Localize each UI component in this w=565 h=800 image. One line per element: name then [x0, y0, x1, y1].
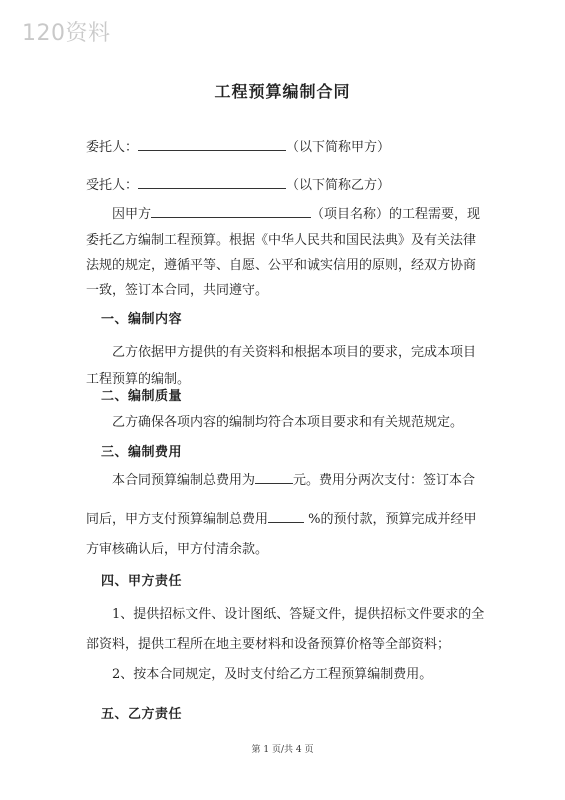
client-blank[interactable]	[138, 138, 286, 151]
client-label: 委托人：	[86, 140, 139, 155]
section-3-line-2	[86, 508, 477, 527]
section-3-line-1	[112, 469, 475, 488]
intro-text-a: 因甲方	[112, 207, 152, 222]
project-name-blank[interactable]	[151, 205, 311, 218]
prepay-percent-blank[interactable]	[268, 510, 304, 523]
section-3-heading: 三、编制费用	[101, 445, 183, 460]
section-1-line-2: 工程预算的编制。	[86, 372, 191, 387]
intro-line-2: 委托乙方编制工程预算。根据《中华人民共和国民法典》及有关法律	[86, 233, 477, 248]
fee-text-b: 元。费用分两次支付：签订本合	[293, 473, 476, 488]
section-2-line-1: 乙方确保各项内容的编制均符合本项目要求和有关规范规定。	[112, 415, 464, 430]
intro-line-1	[112, 203, 480, 222]
section-2-heading: 二、编制质量	[101, 389, 183, 404]
client-line	[86, 136, 390, 155]
section-5-heading: 五、乙方责任	[101, 707, 183, 722]
contractor-line	[86, 174, 390, 193]
fee-text-a: 本合同预算编制总费用为	[112, 473, 256, 488]
section-4-line-3: 2、按本合同规定，及时支付给乙方工程预算编制费用。	[112, 667, 433, 682]
section-4-line-1: 1、提供招标文件、设计图纸、答疑文件，提供招标文件要求的全	[112, 607, 485, 622]
watermark: 120资料	[22, 21, 111, 46]
section-4-line-2: 部资料，提供工程所在地主要材料和设备预算价格等全部资料；	[86, 637, 451, 652]
prepay-text-a: 同后，甲方支付预算编制总费用	[86, 512, 269, 527]
intro-line-3: 法规的规定，遵循平等、自愿、公平和诚实信用的原则，经双方协商	[86, 258, 477, 273]
prepay-text-b: %的预付款，预算完成并经甲	[308, 512, 477, 527]
page-footer: 第 1 页/共 4 页	[251, 745, 314, 755]
intro-line-4: 一致，签订本合同，共同遵守。	[86, 283, 269, 298]
section-4-heading: 四、甲方责任	[101, 574, 183, 589]
section-1-heading: 一、编制内容	[101, 312, 183, 327]
document-title: 工程预算编制合同	[214, 82, 351, 101]
total-fee-blank[interactable]	[255, 471, 293, 484]
section-3-line-3: 方审核确认后，甲方付清余款。	[86, 542, 269, 557]
section-1-line-1: 乙方依据甲方提供的有关资料和根据本项目的要求，完成本项目	[112, 345, 477, 360]
client-suffix: （以下简称甲方）	[286, 140, 391, 155]
intro-text-b: （项目名称）的工程需要，现	[311, 207, 481, 222]
contractor-label: 受托人：	[86, 178, 139, 193]
contractor-suffix: （以下简称乙方）	[286, 178, 391, 193]
contractor-blank[interactable]	[138, 176, 286, 189]
